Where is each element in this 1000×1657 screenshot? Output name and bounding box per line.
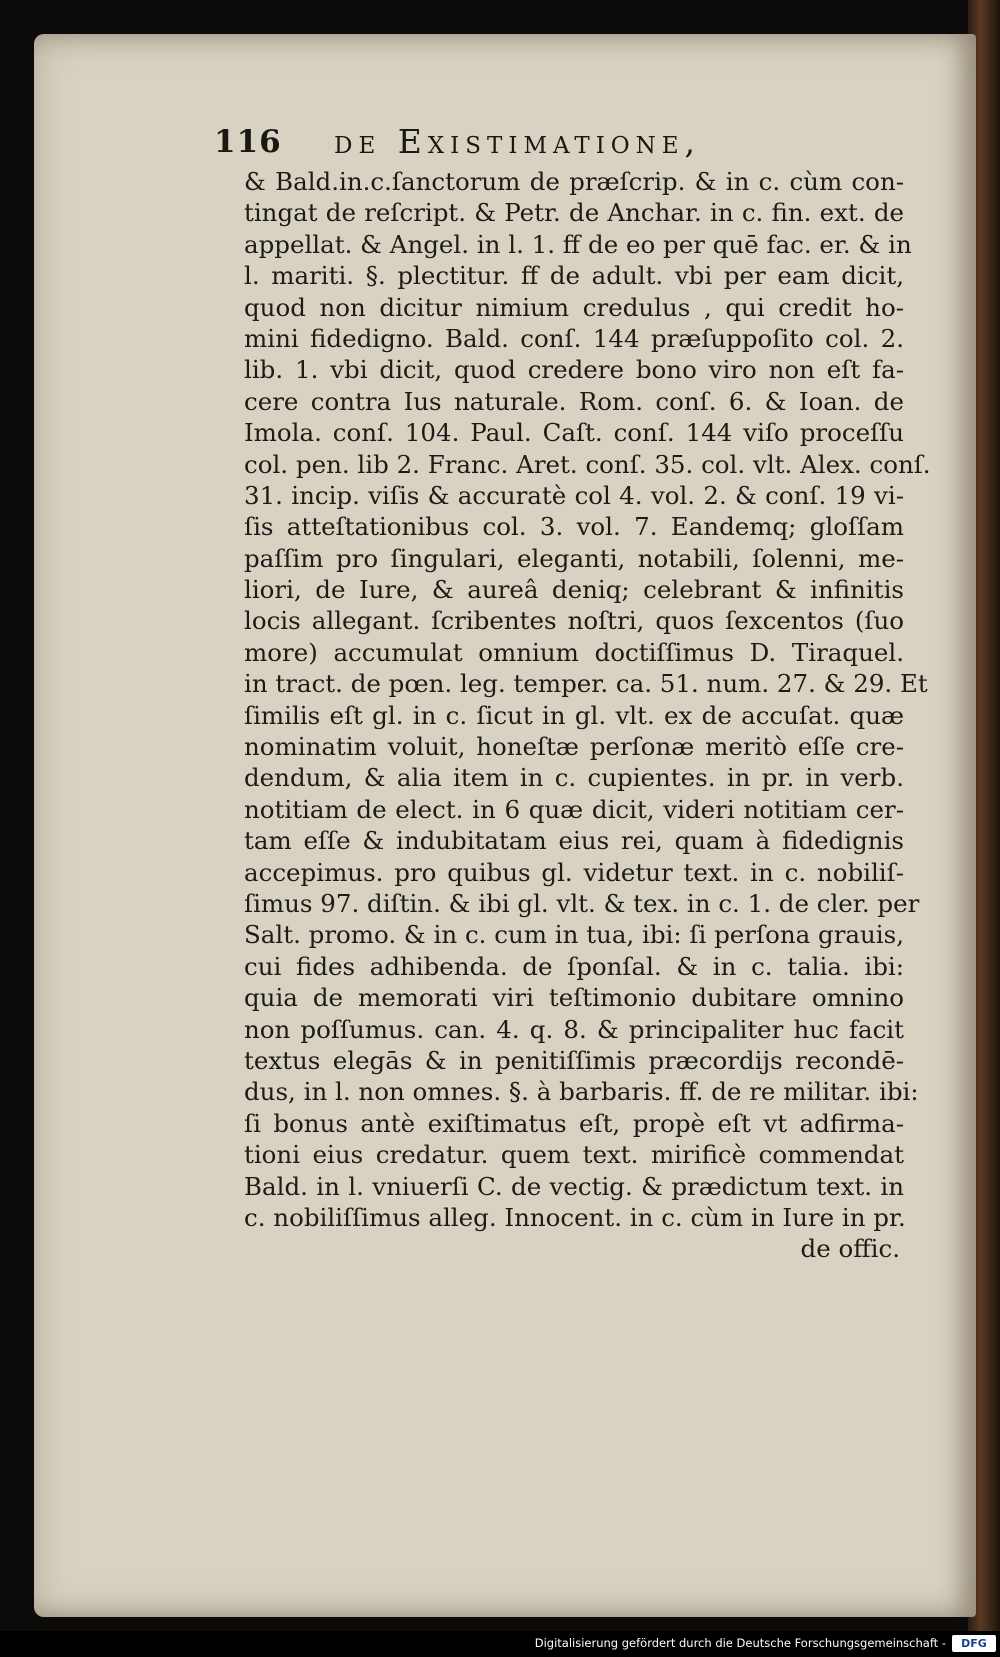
text-line: ſi bonus antè exiſtimatus eſt, propè eſt vt adfirma- [244,1108,904,1138]
running-title: de Existimatione, [334,122,702,161]
text-line: dus, in l. non omnes. §. à barbaris. ff. de re militar. ibi: [244,1077,919,1107]
text-line: cui fides adhibenda. de ſponſal. & in c. talia. ibi: [244,951,904,981]
text-line: textus elegās & in penitiſſimis præcordijs recondē- [244,1045,904,1075]
footer-bar [0,1631,1000,1657]
text-line: Salt. promo. & in c. cum in tua, ibi: ſi perſona grauis, [244,920,904,950]
text-line: Imola. conſ. 104. Paul. Caſt. conſ. 144 viſo proceſſu [244,418,904,448]
text-line: accepimus. pro quibus gl. videtur text. in c. nobiliſ- [244,857,904,887]
text-line: liori, de Iure, & aureâ deniq; celebrant & infinitis [244,575,904,605]
text-line: locis allegant. ſcribentes noſtri, quos ſexcentos (ſuo [244,606,904,636]
text-line: & Bald.in.c.ſanctorum de præſcrip. & in c. cùm con- [244,167,904,196]
text-line: paſſim pro ſingulari, eleganti, notabili, ſolenni, me- [244,543,904,573]
text-line: appellat. & Angel. in l. 1. ff de eo per quē fac. er. & in [244,229,912,259]
text-line: lib. 1. vbi dicit, quod credere bono viro non eſt fa- [244,355,904,385]
page-header [214,122,934,166]
text-line: ſis atteſtationibus col. 3. vol. 7. Eandemq; gloſſam [244,512,904,542]
text-line: nominatim voluit, honeſtæ perſonæ meritò eſſe cre- [244,732,904,762]
dfg-logo: DFG [952,1635,996,1652]
text-line: col. pen. lib 2. Franc. Aret. conſ. 35. col. vlt. Alex. conſ. [244,449,931,479]
main-text-block [244,166,931,1265]
text-line: mini fidedigno. Bald. conſ. 144 præſuppoſito col. 2. [244,323,904,353]
page-number: 116 [214,124,282,160]
text-line: more) accumulat omnium doctiſſimus D. Tiraquel. [244,637,904,667]
text-line: notitiam de elect. in 6 quæ dicit, videri notitiam cer- [244,794,904,824]
text-line: dendum, & alia item in c. cupientes. in pr. in verb. [244,763,904,793]
text-line: Bald. in l. vniuerſi C. de vectig. & prædictum text. in [244,1171,904,1201]
text-line: quia de memorati viri teſtimonio dubitare omnino [244,983,904,1013]
text-line: quod non dicitur nimium credulus , qui credit ho- [244,292,904,322]
text-line: ſimilis eſt gl. in c. ſicut in gl. vlt. ex de accuſat. quæ [244,700,904,730]
text-line: in tract. de pœn. leg. temper. ca. 51. num. 27. & 29. Et [244,669,928,699]
text-line: tam eſſe & indubitatam eius rei, quam à fidedignis [244,826,904,856]
text-line: cere contra Ius naturale. Rom. conſ. 6. & Ioan. de [244,386,904,416]
text-line: 31. incip. viſis & accuratè col 4. vol. 2. & conſ. 19 vi- [244,480,904,510]
text-line: tioni eius credatur. quem text. mirificè commendat [244,1140,904,1170]
digitization-credit: Digitalisierung gefördert durch die Deutsche Forschungsgemeinschaft - [534,1636,946,1650]
catchword: de offic. [800,1234,900,1264]
text-line: l. mariti. §. plectitur. ff de adult. vbi per eam dicit, [244,261,904,291]
text-line: c. nobiliſſimus alleg. Innocent. in c. cùm in Iure in pr. [244,1202,906,1232]
text-line: ſimus 97. diſtin. & ibi gl. vlt. & tex. in c. 1. de cler. per [244,888,920,918]
text-line: tingat de reſcript. & Petr. de Anchar. in c. fin. ext. de [244,198,904,228]
text-line: non poſſumus. can. 4. q. 8. & principaliter huc facit [244,1014,904,1044]
